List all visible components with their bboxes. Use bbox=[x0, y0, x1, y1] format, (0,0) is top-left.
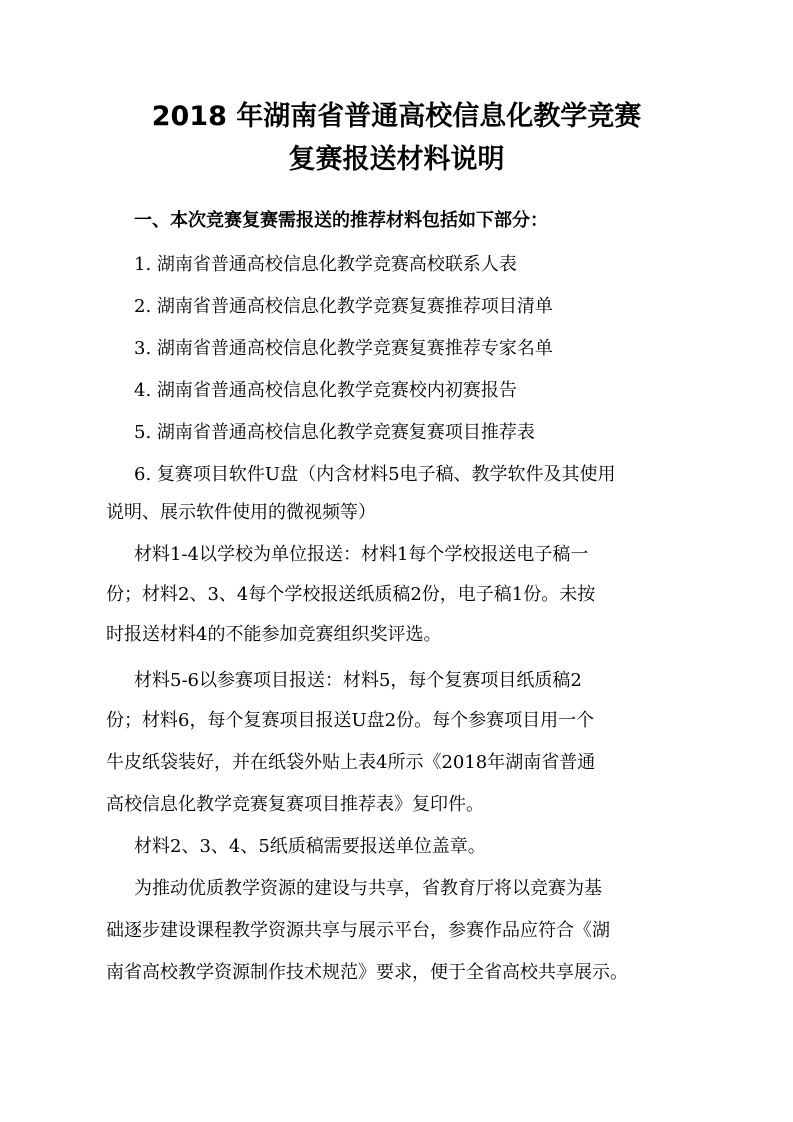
paragraph-1-line-2: 份；材料2、3、4每个学校报送纸质稿2份，电子稿1份。未按 bbox=[106, 584, 596, 605]
list-item: 5. 湖南省普通高校信息化教学竞赛复赛项目推荐表 bbox=[134, 422, 535, 443]
paragraph-1-line-1: 材料1-4以学校为单位报送：材料1每个学校报送电子稿一 bbox=[134, 544, 589, 565]
paragraph-4-line-2: 础逐步建设课程教学资源共享与展示平台，参赛作品应符合《湖 bbox=[106, 920, 610, 941]
document-title-line-1: 2018 年湖南省普通高校信息化教学竞赛 bbox=[151, 101, 642, 132]
list-item: 4. 湖南省普通高校信息化教学竞赛校内初赛报告 bbox=[134, 380, 517, 401]
paragraph-4-line-3: 南省高校教学资源制作技术规范》要求，便于全省高校共享展示。 bbox=[106, 962, 628, 983]
list-item: 3. 湖南省普通高校信息化教学竞赛复赛推荐专家名单 bbox=[134, 338, 553, 359]
section-heading-1: 一、本次竞赛复赛需报送的推荐材料包括如下部分： bbox=[134, 210, 548, 231]
list-item: 2. 湖南省普通高校信息化教学竞赛复赛推荐项目清单 bbox=[134, 296, 553, 317]
list-item-6-line-2: 说明、展示软件使用的微视频等） bbox=[106, 502, 376, 523]
paragraph-2-line-2: 份；材料6，每个复赛项目报送U盘2份。每个参赛项目用一个 bbox=[106, 710, 595, 731]
paragraph-3-line-1: 材料2、3、4、5纸质稿需要报送单位盖章。 bbox=[134, 836, 486, 857]
paragraph-2-line-4: 高校信息化教学竞赛复赛项目推荐表》复印件。 bbox=[106, 794, 484, 815]
paragraph-2-line-3: 牛皮纸袋装好，并在纸袋外贴上表4所示《2018年湖南省普通 bbox=[106, 752, 596, 773]
list-item: 1. 湖南省普通高校信息化教学竞赛高校联系人表 bbox=[134, 254, 517, 275]
paragraph-2-line-1: 材料5-6以参赛项目报送：材料5，每个复赛项目纸质稿2 bbox=[134, 670, 582, 691]
paragraph-4-line-1: 为推动优质教学资源的建设与共享，省教育厅将以竞赛为基 bbox=[134, 878, 602, 899]
document-title-line-2: 复赛报送材料说明 bbox=[288, 144, 505, 175]
paragraph-1-line-3: 时报送材料4的不能参加竞赛组织奖评选。 bbox=[106, 624, 442, 645]
list-item-6-line-1: 6. 复赛项目软件U盘（内含材料5电子稿、教学软件及其使用 bbox=[134, 464, 616, 485]
